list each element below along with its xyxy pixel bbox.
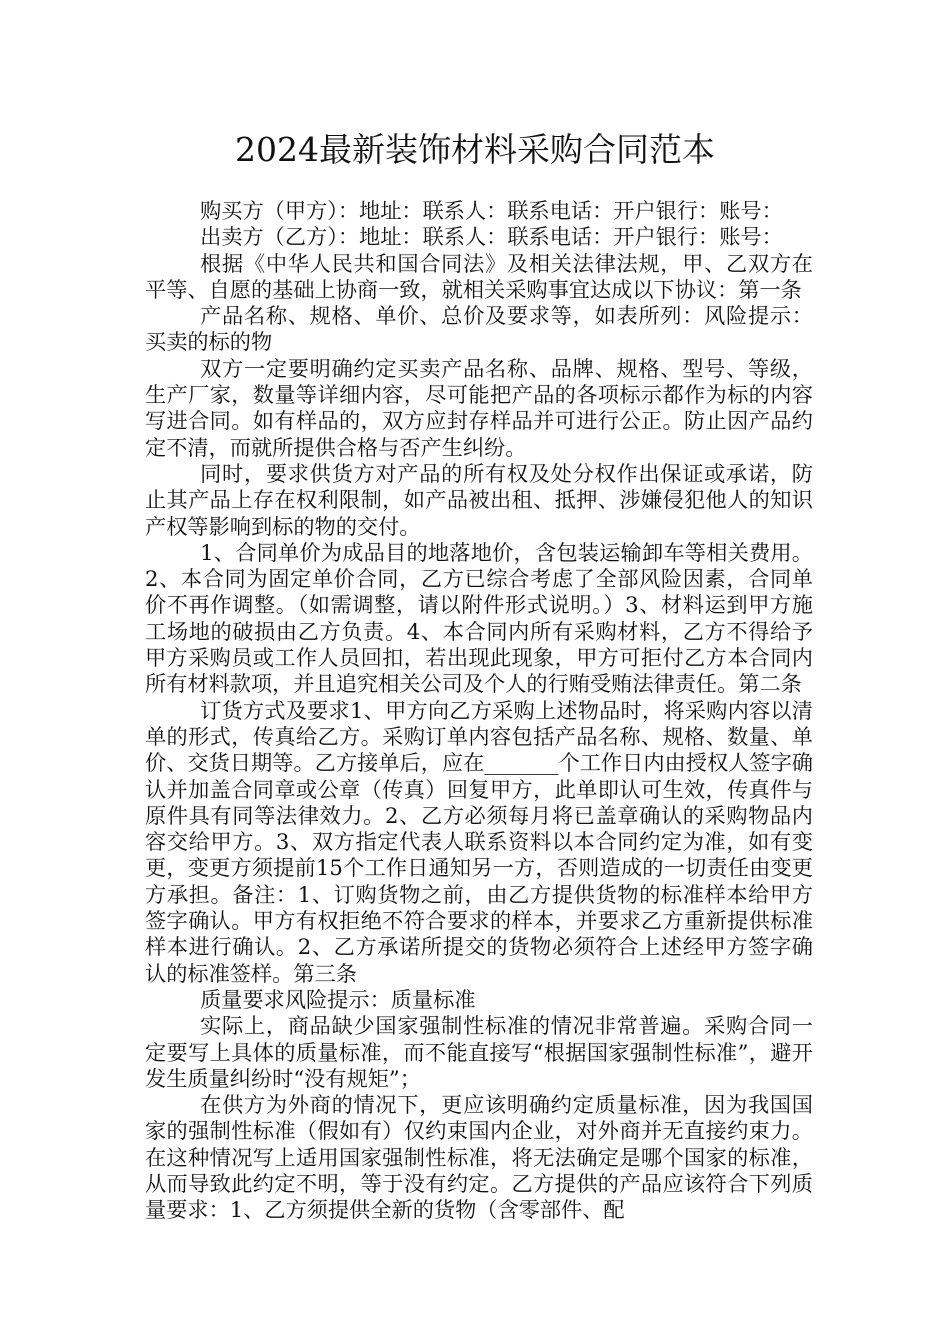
paragraph-quality-standard: 实际上，商品缺少国家强制性标准的情况非常普遍。采购合同一定要写上具体的质量标准，而不能直接写“根据国家强制性标准”，避开发生质量纠纷时“没有规矩”； xyxy=(145,1013,813,1091)
paragraph-preamble: 根据《中华人民共和国合同法》及相关法律法规，甲、乙双方在平等、自愿的基础上协商一致，就相关采购事宜达成以下协议：第一条 xyxy=(145,250,813,302)
paragraph-buyer-info: 购买方（甲方）：地址：联系人：联系电话：开户银行：账号： xyxy=(200,198,783,223)
paragraph-article-1-product: 产品名称、规格、单价、总价及要求等，如表所列：风险提示：买卖的标的物 xyxy=(145,303,813,355)
document-title: 2024最新装饰材料采购合同范本 xyxy=(235,130,715,169)
document-body xyxy=(145,198,813,1224)
paragraph-seller-info: 出卖方（乙方）：地址：联系人：联系电话：开户银行：账号： xyxy=(200,224,783,250)
paragraph-foreign-supplier: 在供方为外商的情况下，更应该明确约定质量标准，因为我国国家的强制性标准（假如有）仅约束国内企业，对外商并无直接约束力。在这种情况写上适用国家强制性标准，将无法确定是哪个国家的标准，从而导致此约定不明，等于没有约定。乙方提供的产品应该符合下列质量要求：1、乙方须提供全新的货物（含零部件、配 xyxy=(145,1092,813,1223)
paragraph-article-2-ordering: 订货方式及要求1、甲方向乙方采购上述物品时，将采购内容以清单的形式，传真给乙方。采购订单内容包括产品名称、规格、数量、单价、交货日期等。乙方接单后，应在_______个工作日内由授权人签字确认并加盖合同章或公章（传真）回复甲方，此单即认可生效，传真件与原件具有同等法律效力。2、乙方必须每月将已盖章确认的采购物品内容交给甲方。3、双方指定代表人联系资料以本合同约定为准，如有变更，变更方须提前15个工作日通知另一方，否则造成的一切责任由变更方承担。备注：1、订购货物之前，由乙方提供货物的标准样本给甲方签字确认。甲方有权拒绝不符合要求的样本，并要求乙方重新提供标准样本进行确认。2、乙方承诺所提交的货物必须符合上述经甲方签字确认的标准签样。第三条 xyxy=(145,697,813,986)
paragraph-subject-matter: 双方一定要明确约定买卖产品名称、品牌、规格、型号、等级，生产厂家，数量等详细内容，尽可能把产品的各项标示都作为标的内容写进合同。如有样品的，双方应封存样品并可进行公正。防止因产品约定不清，而就所提供合格与否产生纠纷。 xyxy=(145,355,813,460)
paragraph-ownership-guarantee: 同时，要求供货方对产品的所有权及处分权作出保证或承诺，防止其产品上存在权利限制，如产品被出租、抵押、涉嫌侵犯他人的知识产权等影响到标的物的交付。 xyxy=(145,460,813,539)
paragraph-article-3-quality: 质量要求风险提示：质量标准 xyxy=(200,986,476,1012)
paragraph-price-terms: 1、合同单价为成品目的地落地价，含包装运输卸车等相关费用。2、本合同为固定单价合同，乙方已综合考虑了全部风险因素，合同单价不再作调整。（如需调整，请以附件形式说明。）3、材料运到甲方施工场地的破损由乙方负责。4、本合同内所有采购材料，乙方不得给予甲方采购员或工作人员回扣，若出现此现象，甲方可拒付乙方本合同内所有材料款项，并且追究相关公司及个人的行贿受贿法律责任。第二条 xyxy=(145,539,813,697)
